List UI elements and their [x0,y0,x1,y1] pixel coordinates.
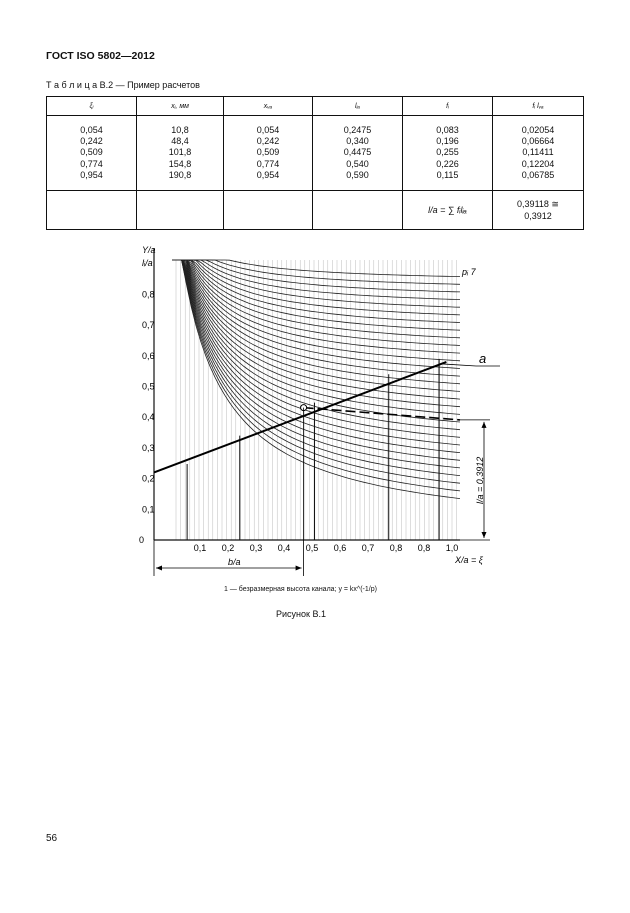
line-a-label: a [479,351,487,366]
family-curve [172,260,460,476]
y-axis-label-secondary: lᵢ/a [142,258,153,268]
figure-title: Рисунок В.1 [276,609,326,619]
col-header: xᵥₐ [224,97,313,116]
dimension-l-over-a: l/a = 0,3912 [475,456,485,504]
table-value: 0,226 [436,158,459,169]
table-value: 10,8 [171,124,189,135]
col-header: fᵢ [403,97,493,116]
y-tick-label: 0,8 [142,289,155,300]
col-header: fᵢ lᵥₐ [493,97,584,116]
table-value: 0,11411 [522,147,554,158]
family-curve [172,260,460,491]
table-caption: Т а б л и ц а В.2 — Пример расчетов [46,80,200,90]
table-value: 0,954 [256,169,280,180]
curve-family [172,260,460,499]
table-value: 0,06664 [521,136,555,147]
y-tick-label: 0,2 [142,473,155,484]
family-curve [172,260,460,330]
dashed-level-line [304,408,460,420]
table-value: 0,4475 [343,147,372,158]
y-tick-label: 0,4 [142,412,155,423]
x-tick-label: 0,4 [277,543,291,553]
table-value: 154,8 [168,158,192,169]
table-value: 0,340 [346,136,369,147]
table-value: 48,4 [171,136,189,147]
table-value: 0,774 [80,158,103,169]
x-tick-label: 0,3 [249,543,263,553]
table-value: 0,02054 [521,124,555,135]
table-value: 0,509 [80,147,103,158]
y-tick-label: 0,5 [142,381,155,392]
table-value: 0,242 [256,136,280,147]
x-tick-label: 0,8 [417,543,431,553]
family-curve [172,260,460,307]
table-value: 0,954 [80,169,103,180]
table-value: 0,509 [256,147,280,158]
dimension-b-over-a: b/a [228,557,241,567]
sum-value-line: 0,3912 [524,211,552,221]
y-tick-label: 0,6 [142,350,155,361]
family-curve [172,260,460,376]
col-header: ξᵢ [47,97,137,116]
table-value: 0,540 [346,158,369,169]
dim-arrow [482,532,487,538]
document-header: ГОСТ ISO 5802—2012 [46,50,155,62]
family-curve [172,260,460,407]
page-number: 56 [46,833,58,844]
x-tick-label: 1,0 [445,543,459,553]
table-value: 0,242 [80,136,103,147]
table-value: 0,2475 [343,124,372,135]
dim-arrow [296,566,302,571]
x-tick-label: 0,7 [361,543,375,553]
x-tick-label: 0,8 [389,543,403,553]
curve-family-label: pᵢ 7 [462,267,476,277]
table-value: 0,054 [80,124,103,135]
family-curve [172,260,460,468]
family-curve [172,260,460,422]
table-value: 0,06785 [521,169,555,180]
x-tick-label: 0,1 [193,543,207,553]
x-tick-label: 0,5 [305,543,319,553]
table-value: 0,115 [436,169,459,180]
table-value: 0,774 [256,158,280,169]
sum-formula: l/a = ∑ fᵢlᵢₐ [428,205,467,215]
table-value: 0,12204 [521,158,555,169]
y-tick-label: 0,7 [142,320,155,331]
figure-caption: 1 — безразмерная высота канала; y = kx^(-1/p) [224,586,377,593]
table-value: 0,590 [346,169,369,180]
col-header: lᵢₐ [313,97,403,116]
y-tick-label: 0,3 [142,442,155,453]
y-tick-label: 0,1 [142,504,155,515]
sum-value-line: 0,39118 ≅ [517,199,559,209]
dim-arrow [156,566,162,571]
table-value: 0,083 [436,124,459,135]
x-tick-label: 0,2 [221,543,235,553]
dim-arrow [482,422,487,428]
x-tick-label: 0,6 [333,543,347,553]
origin-label: 0 [139,535,145,545]
table-value: 190,8 [168,169,192,180]
table-value: 0,196 [436,136,459,147]
col-header: xᵢ, мм [137,97,224,116]
y-axis-label: Y/a [142,245,156,255]
table-value: 101,8 [168,147,192,158]
table-value: 0,054 [256,124,280,135]
x-axis-label: X/a = ξ [455,555,483,565]
table-value: 0,255 [436,147,459,158]
